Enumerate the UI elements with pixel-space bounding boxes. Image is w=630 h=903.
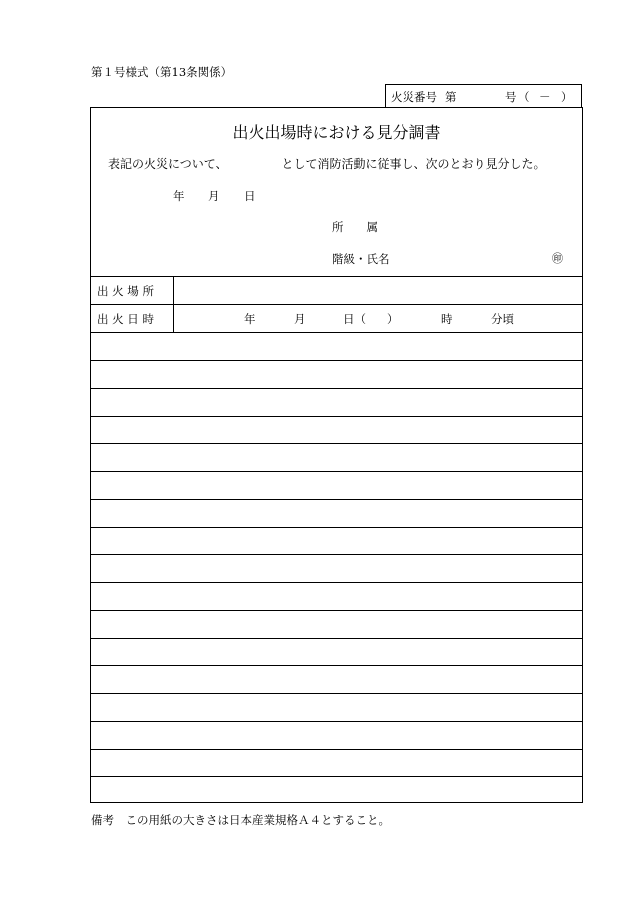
date-year: 年 <box>173 189 185 203</box>
fire-number-paren-open: （ <box>518 90 530 104</box>
date-day: 日 <box>244 189 256 203</box>
divider-location <box>91 304 582 305</box>
label-column-divider <box>173 276 174 332</box>
fire-location-label: 出 火 場 所 <box>97 284 154 298</box>
datetime-minute: 分頃 <box>491 312 514 326</box>
fire-number-paren-close: ） <box>561 90 573 104</box>
fire-datetime-label: 出 火 日 時 <box>97 312 154 326</box>
ruled-line <box>91 416 582 417</box>
seal-mark: ㊞ <box>552 252 563 265</box>
ruled-line <box>91 443 582 444</box>
ruled-line <box>91 360 582 361</box>
ruled-line <box>91 638 582 639</box>
form-number: 第１号様式（第13条関係） <box>91 65 233 79</box>
ruled-line <box>91 665 582 666</box>
datetime-weekday-close: ） <box>387 312 399 326</box>
fire-number-go: 号 <box>505 90 517 104</box>
affiliation-label: 所 属 <box>332 220 378 234</box>
ruled-line <box>91 582 582 583</box>
divider-header <box>91 276 582 277</box>
ruled-line <box>91 554 582 555</box>
datetime-hour: 時 <box>441 312 453 326</box>
fire-number-dash: － <box>539 90 551 104</box>
fire-number-label: 火災番号 <box>391 90 437 104</box>
rank-name-label: 階級・氏名 <box>332 252 390 266</box>
ruled-line <box>91 693 582 694</box>
document-title: 出火出場時における見分調書 <box>232 123 441 142</box>
ruled-line <box>91 721 582 722</box>
ruled-line <box>91 499 582 500</box>
ruled-line <box>91 776 582 777</box>
ruled-line <box>91 471 582 472</box>
divider-datetime <box>91 332 582 333</box>
datetime-day: 日（ <box>343 312 366 326</box>
fire-number-box <box>385 84 582 107</box>
ruled-line <box>91 527 582 528</box>
fire-number-dai: 第 <box>445 90 457 104</box>
datetime-month: 月 <box>294 312 306 326</box>
footer-note: 備考 この用紙の大きさは日本産業規格Ａ４とすること。 <box>91 813 390 827</box>
datetime-year: 年 <box>244 312 256 326</box>
ruled-line <box>91 610 582 611</box>
declaration-text: 表記の火災について、 として消防活動に従事し、次のとおり見分した。 <box>108 157 546 171</box>
report-frame <box>90 107 583 803</box>
ruled-line <box>91 749 582 750</box>
date-month: 月 <box>208 189 220 203</box>
ruled-line <box>91 388 582 389</box>
